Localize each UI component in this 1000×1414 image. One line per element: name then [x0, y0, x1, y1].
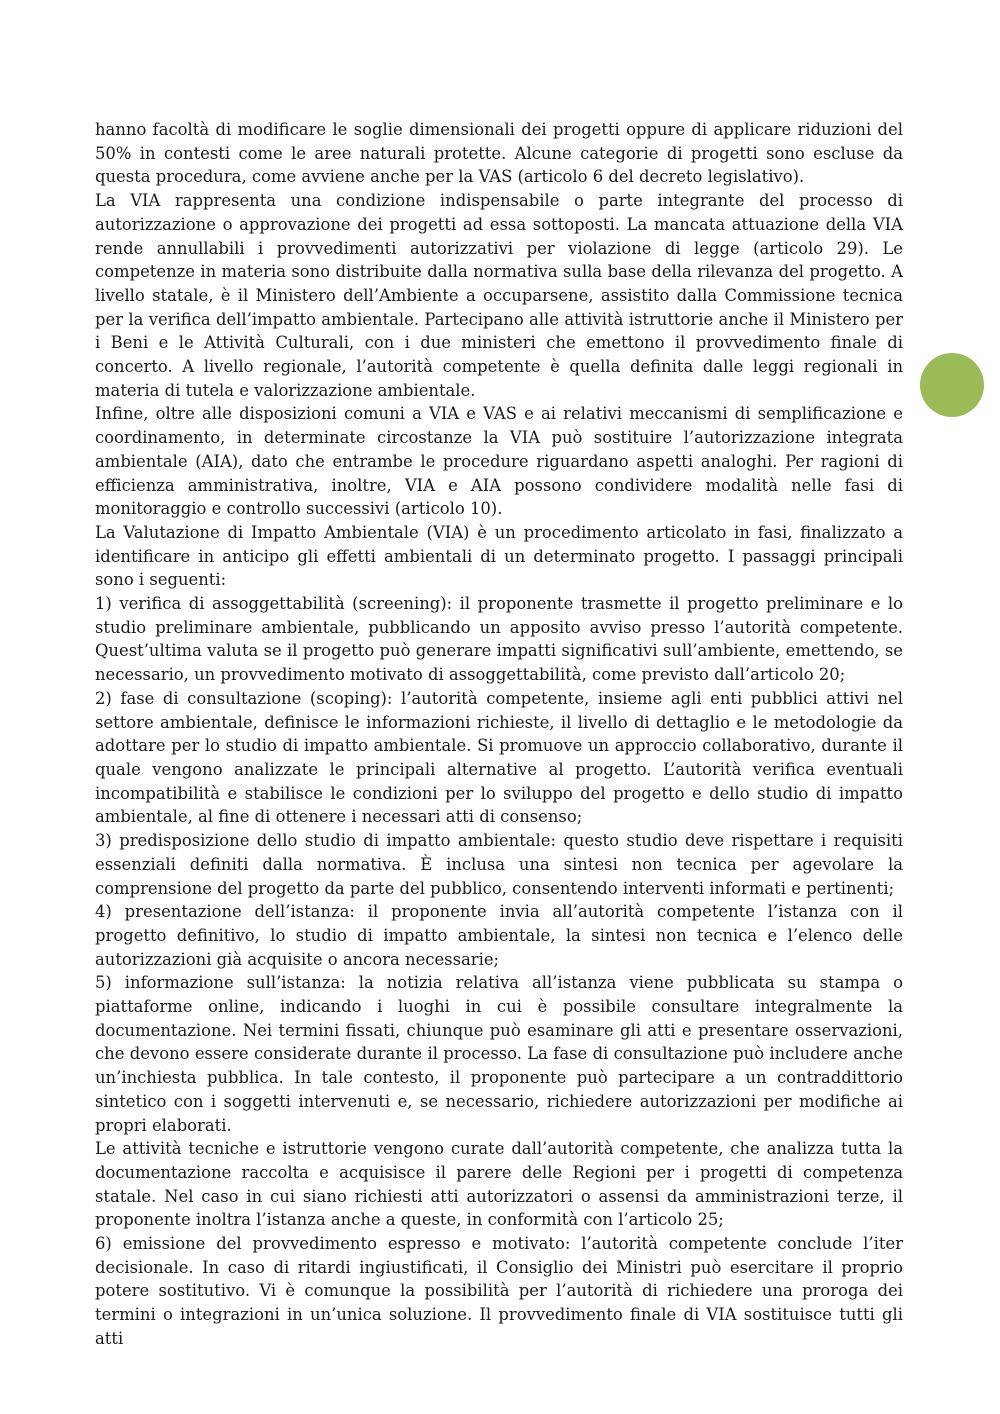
paragraph-via-condizione: La VIA rappresenta una condizione indispensabile o parte integrante del processo di autorizzazione o approvazione dei progetti ad essa sottoposti. La mancata attuazione della VIA rende annullabili i provvedimenti autorizzativi per violazione di legge (articolo 29). Le competenze in materia sono distribuite dalla normativa sulla base della rilevanza del progetto. A livello statale, è il Ministero dell’Ambiente a occuparsene, assistito dalla Commissione tecnica per la verifica dell’impatto ambientale. Partecipano alle attività istruttorie anche il Ministero per i Beni e le Attività Culturali, con i due ministeri che emettono il provvedimento finale di concerto. A livello regionale, l’autorità competente è quella definita dalle leggi regionali in materia di tutela e valorizzazione ambientale.	[95, 191, 903, 400]
paragraph-step-istanza: 4) presentazione dell’istanza: il proponente invia all’autorità competente l’istanza con il progetto definitivo, lo studio di impatto ambientale, la sintesi non tecnica e l’elenco delle autorizzazioni già acquisite o ancora necessarie;	[95, 902, 903, 969]
green-circle-marker	[920, 353, 984, 417]
paragraph-via-aia: Infine, oltre alle disposizioni comuni a VIA e VAS e ai relativi meccanismi di semplificazione e coordinamento, in determinate circostanze la VIA può sostituire l’autorizzazione integrata ambientale (AIA), dato che entrambe le procedure riguardano aspetti analoghi. Per ragioni di efficienza amministrativa, inoltre, VIA e AIA possono condividere modalità nelle fasi di monitoraggio e controllo successivi (articolo 10).	[95, 404, 903, 519]
body-text	[95, 118, 903, 1351]
paragraph-step-screening: 1) verifica di assoggettabilità (screening): il proponente trasmette il progetto preliminare e lo studio preliminare ambientale, pubblicando un apposito avviso presso l’autorità competente. Quest’ultima valuta se il progetto può generare impatti significativi sull’ambiente, emettendo, se necessario, un provvedimento motivato di assoggettabilità, come previsto dall’articolo 20;	[95, 594, 903, 685]
paragraph-step-informazione: 5) informazione sull’istanza: la notizia relativa all’istanza viene pubblicata su stampa o piattaforme online, indicando i luoghi in cui è possibile consultare integralmente la documentazione. Nei termini fissati, chiunque può esaminare gli atti e presentare osservazioni, che devono essere considerate durante il processo. La fase di consultazione può includere anche un’inchiesta pubblica. In tale contesto, il proponente può partecipare a un contraddittorio sintetico con i soggetti intervenuti e, se necessario, richiedere autorizzazioni per modifiche ai propri elaborati.	[95, 973, 903, 1135]
paragraph-soglie: hanno facoltà di modificare le soglie dimensionali dei progetti oppure di applicare riduzioni del 50% in contesti come le aree naturali protette. Alcune categorie di progetti sono escluse da questa procedura, come avviene anche per la VAS (articolo 6 del decreto legislativo).	[95, 120, 903, 187]
paragraph-step-scoping: 2) fase di consultazione (scoping): l’autorità competente, insieme agli enti pubblici attivi nel settore ambientale, definisce le informazioni richieste, il livello di dettaglio e le metodologie da adottare per lo studio di impatto ambientale. Si promuove un approccio collaborativo, durante il quale vengono analizzate le principali alternative al progetto. L’autorità verifica eventuali incompatibilità e stabilisce le condizioni per lo sviluppo del progetto e dello studio di impatto ambientale, al fine di ottenere i necessari atti di consenso;	[95, 688, 903, 827]
paragraph-step-studio: 3) predisposizione dello studio di impatto ambientale: questo studio deve rispettare i requisiti essenziali definiti dalla normativa. È inclusa una sintesi non tecnica per agevolare la comprensione del progetto da parte del pubblico, consentendo interventi informati e pertinenti;	[95, 831, 903, 898]
paragraph-attivita-tecniche: Le attività tecniche e istruttorie vengono curate dall’autorità competente, che analizza tutta la documentazione raccolta e acquisisce il parere delle Regioni per i progetti di competenza statale. Nel caso in cui siano richiesti atti autorizzatori o assensi da amministrazioni terze, il proponente inoltra l’istanza anche a queste, in conformità con l’articolo 25;	[95, 1139, 903, 1230]
paragraph-step-provvedimento: 6) emissione del provvedimento espresso e motivato: l’autorità competente conclude l’iter decisionale. In caso di ritardi ingiustificati, il Consiglio dei Ministri può esercitare il proprio potere sostitutivo. Vi è comunque la possibilità per l’autorità di richiedere una proroga dei termini o integrazioni in un’unica soluzione. Il provvedimento finale di VIA sostituisce tutti gli atti	[95, 1234, 903, 1348]
paragraph-via-definizione: La Valutazione di Impatto Ambientale (VIA) è un procedimento articolato in fasi, finalizzato a identificare in anticipo gli effetti ambientali di un determinato progetto. I passaggi principali sono i seguenti:	[95, 522, 903, 590]
